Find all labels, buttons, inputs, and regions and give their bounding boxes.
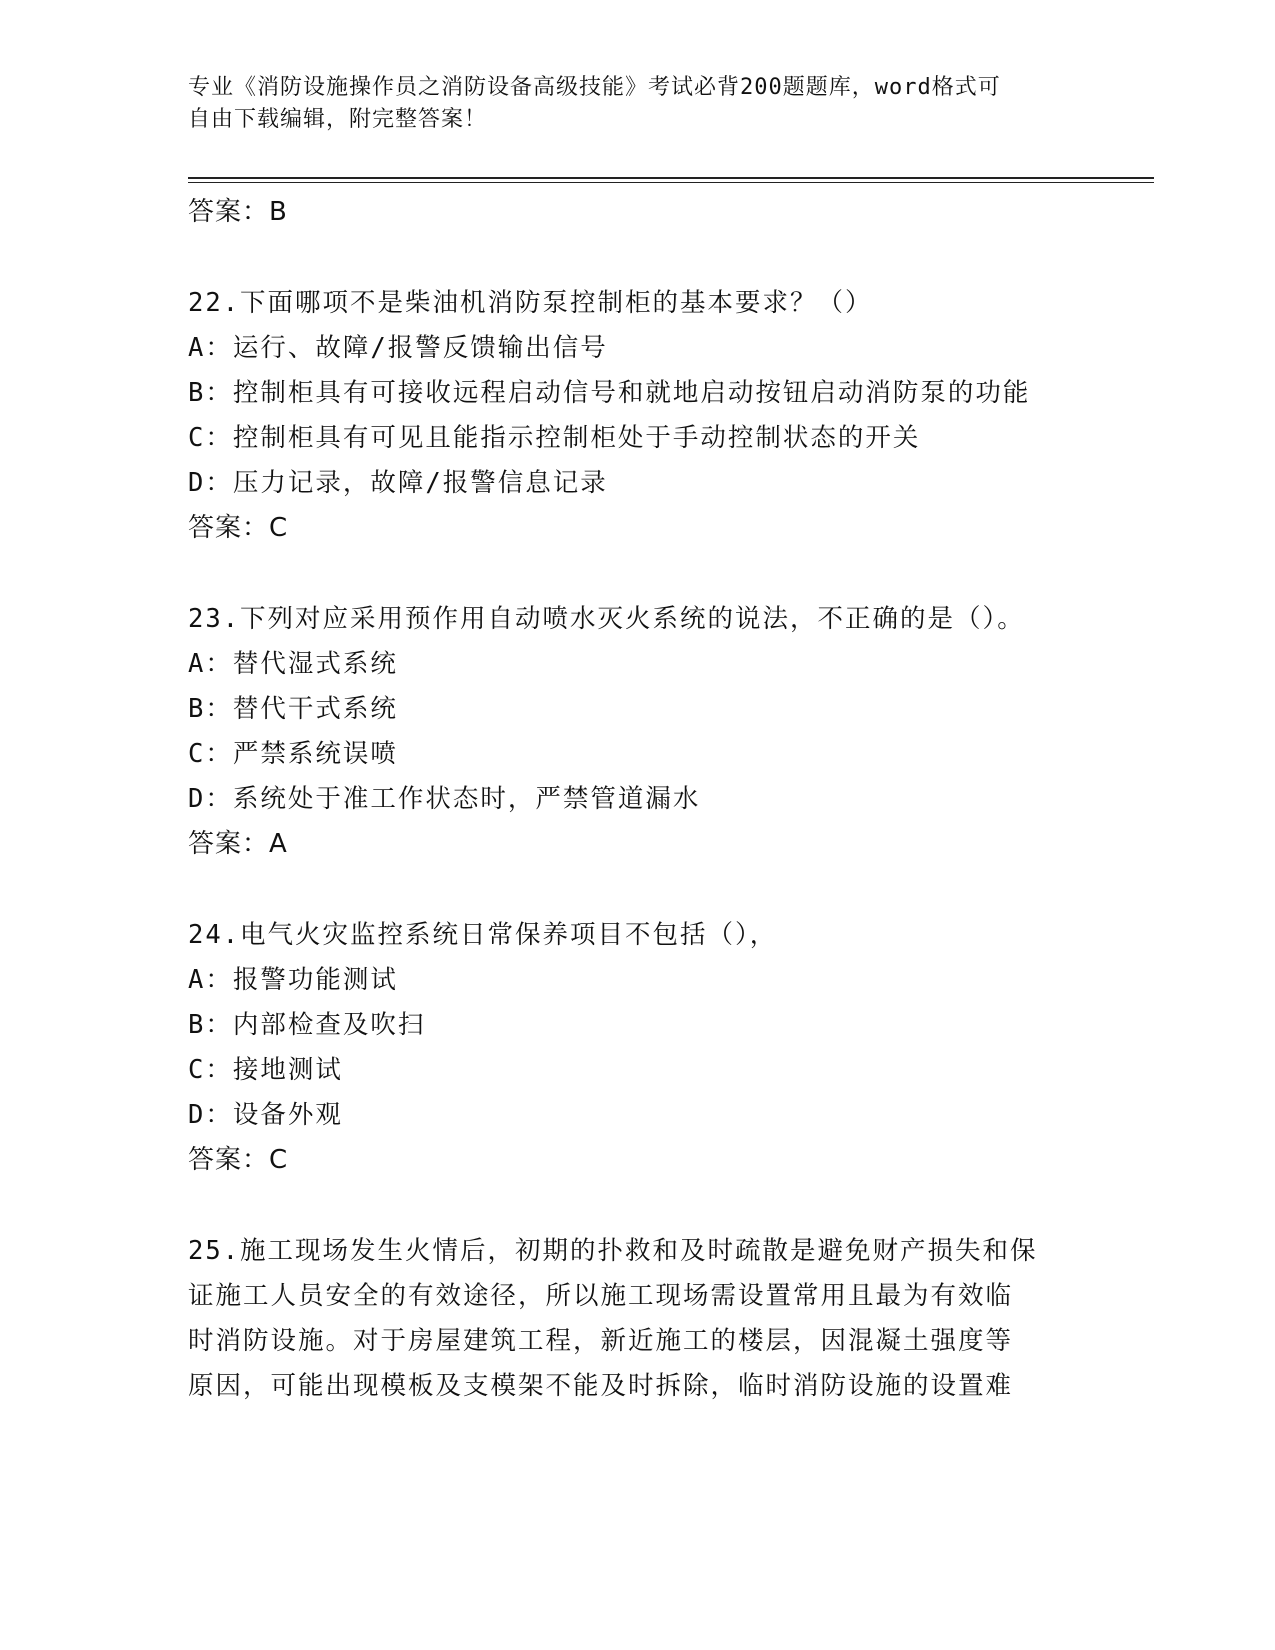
answer-line: 答案：C <box>188 1145 289 1175</box>
option-list <box>188 642 1088 822</box>
question-text-line-2: 证施工人员安全的有效途径，所以施工现场需设置常用且最为有效临 <box>188 1281 1014 1311</box>
header-divider-thin <box>188 182 1154 183</box>
option-c: C：严禁系统误喷 <box>188 739 398 769</box>
document-header <box>188 72 1068 136</box>
option-d: D：设备外观 <box>188 1100 343 1130</box>
answer-line: 答案：A <box>188 829 288 859</box>
question-24 <box>188 913 1088 1183</box>
document-body <box>188 190 1088 1409</box>
option-b: B：内部检查及吹扫 <box>188 1010 426 1040</box>
header-line-2: 自由下载编辑，附完整答案！ <box>188 107 488 132</box>
question-text: 24.电气火灾监控系统日常保养项目不包括（）， <box>188 920 778 950</box>
question-text: 22.下面哪项不是柴油机消防泵控制柜的基本要求？（） <box>188 288 873 318</box>
question-22 <box>188 281 1088 551</box>
option-a: A：替代湿式系统 <box>188 649 398 679</box>
question-text-line-1: 25.施工现场发生火情后，初期的扑救和及时疏散是避免财产损失和保 <box>188 1236 1038 1266</box>
question-text-line-4: 原因，可能出现模板及支模架不能及时拆除，临时消防设施的设置难 <box>188 1371 1014 1401</box>
header-divider-thick <box>188 177 1154 179</box>
header-line-1: 专业《消防设施操作员之消防设备高级技能》考试必背200题题库，word格式可 <box>188 75 1001 100</box>
option-d: D：系统处于准工作状态时，严禁管道漏水 <box>188 784 701 814</box>
option-a: A：运行、故障/报警反馈输出信号 <box>188 333 608 363</box>
answer-line: 答案：B <box>188 197 288 227</box>
option-list <box>188 326 1088 506</box>
question-25 <box>188 1229 1088 1409</box>
option-list <box>188 958 1088 1138</box>
question-text-line-3: 时消防设施。对于房屋建筑工程，新近施工的楼层，因混凝土强度等 <box>188 1326 1014 1356</box>
option-c: C：接地测试 <box>188 1055 343 1085</box>
option-a: A：报警功能测试 <box>188 965 398 995</box>
answer-line: 答案：C <box>188 513 289 543</box>
option-d: D：压力记录，故障/报警信息记录 <box>188 468 608 498</box>
option-b: B：替代干式系统 <box>188 694 398 724</box>
option-b: B：控制柜具有可接收远程启动信号和就地启动按钮启动消防泵的功能 <box>188 378 1031 408</box>
question-23 <box>188 597 1088 867</box>
question-text: 23.下列对应采用预作用自动喷水灭火系统的说法，不正确的是（）。 <box>188 604 1025 634</box>
option-c: C：控制柜具有可见且能指示控制柜处于手动控制状态的开关 <box>188 423 921 453</box>
